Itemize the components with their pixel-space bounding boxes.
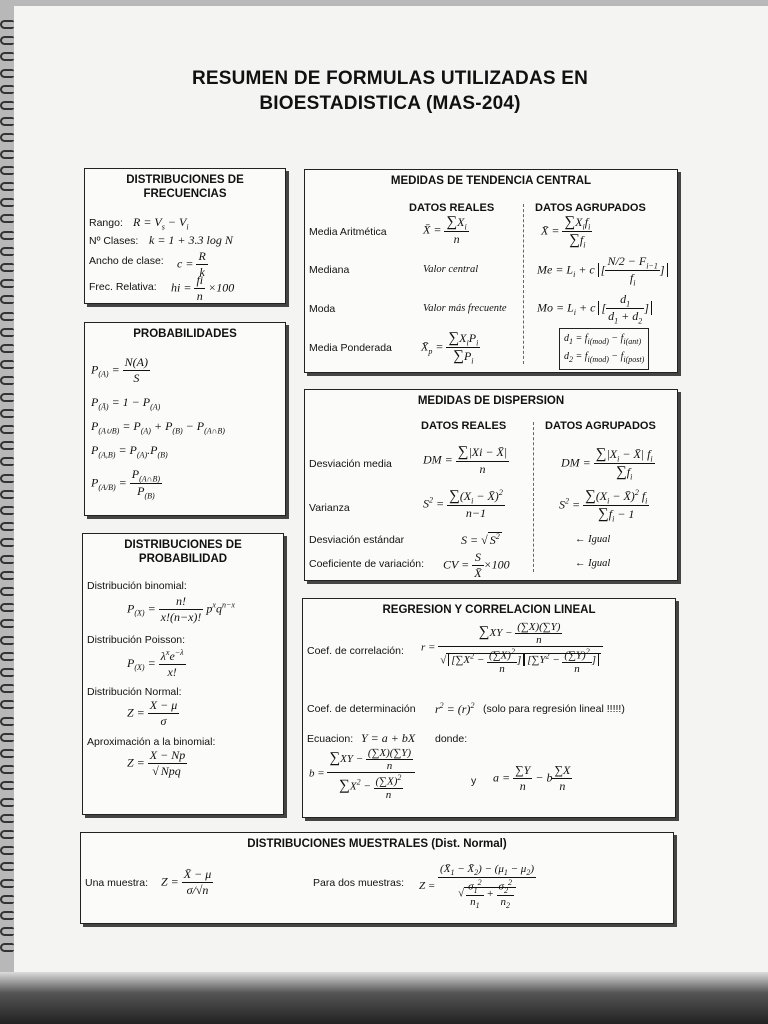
spiral-coil [0,279,14,288]
correlacion-formula: r = ∑XY − $\frac{(\sum X)(\sum Y)}{n}$ √ [$\sum X^2$ − $\frac{(\sum X)^2}{n}$ ] [$\sum Y^2$ − $\frac{(\sum Y)^2}{n}$ ] [421,621,603,675]
mediana-label: Mediana [309,264,350,276]
normal-label: Distribución Normal: [87,686,182,698]
spiral-coil [0,474,14,483]
column-divider [533,422,534,572]
desviacion-media-label: Desviación media [309,458,392,470]
spiral-coil [0,636,14,645]
mediana-agrupada-formula: $Me = L_i + c$ [ $\frac{N/2 - F_{i-1}}{f_i}$ ] [537,254,668,288]
desviacion-estandar-agrupada: ← Igual [575,534,611,545]
dos-muestras-formula: Z = ($X̄_1$ − $X̄_2) - (\mu_1 - \mu_2)$ √ $\frac{\sigma_1^2}{n_1}$ + $\frac{\sigma_2^2}{n_2}$ [419,863,534,911]
spiral-coil [0,457,14,466]
spiral-coil [0,409,14,418]
desviacion-estandar-label: Desviación estándar [309,534,405,546]
spiral-coil [0,522,14,531]
una-muestra-formula: Z = $\frac{X̄ - \mu}{\sigma/√n}$ [161,867,212,897]
spiral-binding [0,20,16,960]
muestrales-box [80,832,674,924]
spiral-coil [0,587,14,596]
desviacion-media-real: DM = $\frac{\sum|Xi - X̄|}{n}$ [423,444,508,476]
spiral-coil [0,717,14,726]
spiral-coil [0,312,14,321]
frecuencias-heading [85,173,285,201]
spiral-coil [0,538,14,547]
frecuencias-box [84,168,286,304]
binomial-formula: $P_{(X)}$ = $\frac{n!}{x!(n-x)!}$ $p^xq^{n-x}$ [127,594,235,624]
probabilidades-box [84,322,286,516]
tendencia-col-agrupados: DATOS AGRUPADOS [535,202,646,214]
spiral-coil [0,830,14,839]
spiral-coil [0,425,14,434]
spiral-coil [0,441,14,450]
d-definitions-box [559,328,649,370]
spiral-coil [0,798,14,807]
spiral-coil [0,749,14,758]
spiral-coil [0,344,14,353]
ecuacion-label: Ecuacion: [307,733,354,745]
coef-variacion-formula: CV = $\frac{S}{X̄}$ ×100 [443,550,510,580]
dist-probabilidad-box [82,533,284,815]
dist-probabilidad-heading-2: PROBABILIDAD [138,553,228,565]
regresion-heading: REGRESION Y CORRELACION LINEAL [382,604,596,616]
ancho-formula: c = $\frac{R}{k}$ [177,249,206,279]
spiral-coil [0,166,14,175]
ecuacion-formula: Y = a + bX [361,731,416,745]
media-ponderada-formula: $X̄_p$ = $\frac{\sum X_iP_i}{\sum P_i}$ [421,330,479,366]
clases-label: Nº Clases: [89,235,139,247]
spiral-coil [0,101,14,110]
varianza-agrupada: $S^2$ = $\frac{\sum(X_i - X̄)^2 f_i}{\sum f_i - 1}$ [559,488,648,524]
title-line-1: RESUMEN DE FORMULAS UTILIZADAS EN [191,68,589,89]
dispersion-col-agrupados: DATOS AGRUPADOS [545,420,656,432]
poisson-label: Distribución Poisson: [87,634,186,646]
determinacion-formula: $r^2 = (r)^2$ [435,701,475,716]
b-formula: b = ∑XY − $\frac{(\sum X)(\sum Y)}{n}$ $\sum X^2$ − $\frac{(\sum X)^2}{n}$ [309,747,415,801]
media-agrupada-formula: X̄ = $\frac{\sum X_if_i}{\sum f_i}$ [541,214,591,250]
frec-label: Frec. Relativa: [89,281,157,293]
spiral-coil [0,490,14,499]
varianza-real: $S^2$ = $\frac{\sum(X_i - X̄)^2}{n-1}$ [423,488,503,521]
aprox-label: Aproximación a la binomial: [87,736,216,748]
dos-muestras-label: Para dos muestras: [313,877,405,889]
a-formula: a = $\frac{\sum Y}{n}$ − b $\frac{\sum X}{n}$ [493,763,571,793]
determinacion-label: Coef. de determinación [307,703,416,715]
spiral-coil [0,555,14,564]
rango-label: Rango: [89,217,123,229]
normal-formula: Z = $\frac{X - \mu}{\sigma}$ [127,698,178,728]
binomial-label: Distribución binomial: [87,580,187,592]
spiral-coil [0,765,14,774]
spiral-coil [0,814,14,823]
spiral-coil [0,247,14,256]
dist-probabilidad-heading-1: DISTRIBUCIONES DE [124,539,242,551]
spiral-coil [0,150,14,159]
spiral-coil [0,879,14,888]
dispersion-heading: MEDIDAS DE DISPERSION [417,395,565,407]
spiral-coil [0,133,14,142]
prob-conditional-formula: $P_{(A/B)}$ = $\frac{P_{(A\cap B)}}{P_{(B)}}$ [91,467,161,501]
una-muestra-label: Una muestra: [85,877,149,889]
dispersion-col-reales: DATOS REALES [421,420,507,432]
spiral-coil [0,603,14,612]
muestrales-heading: DISTRIBUCIONES MUESTRALES (Dist. Normal) [247,838,507,850]
column-divider [523,204,524,364]
mediana-real: Valor central [423,264,479,275]
spiral-coil [0,182,14,191]
varianza-label: Varianza [309,502,350,514]
correlacion-label: Coef. de correlación: [307,645,404,657]
prob-union-formula: $P_{(A\cup B)} = P_{(A)} + P_{(B)} - P_{(A\cap B)}$ [91,419,225,436]
dispersion-box [304,389,678,581]
media-aritmetica-label: Media Aritmética [309,226,387,238]
donde-label: donde: [435,733,468,745]
coef-variacion-label: Coeficiente de variación: [309,558,424,570]
prob-complement-formula: $P_{(Ā)} = 1 - P_{(A)}$ [91,395,161,412]
spiral-coil [0,571,14,580]
spiral-coil [0,360,14,369]
spiral-coil [0,85,14,94]
spiral-coil [0,20,14,29]
spiral-coil [0,295,14,304]
desviacion-media-agrupada: DM = $\frac{\sum|X_i - X̄| f_i}{\sum f_i}$ [561,446,653,482]
coef-variacion-agrupada: ← Igual [575,558,611,569]
spiral-coil [0,846,14,855]
spiral-coil [0,943,14,952]
title-line-2: BIOESTADISTICA (MAS-204) [259,93,521,114]
spiral-coil [0,69,14,78]
spiral-coil [0,862,14,871]
spiral-coil [0,684,14,693]
spiral-coil [0,927,14,936]
spiral-coil [0,668,14,677]
d2-definition: $d_2 = f_{i(mod)} - f_{i(post)}$ [564,351,645,364]
spiral-coil [0,619,14,628]
media-ponderada-label: Media Ponderada [309,342,392,354]
spiral-coil [0,328,14,337]
spiral-coil [0,895,14,904]
spiral-coil [0,393,14,402]
tendencia-col-reales: DATOS REALES [409,202,495,214]
spiral-coil [0,506,14,515]
spiral-coil [0,198,14,207]
spiral-coil [0,231,14,240]
tendencia-heading: MEDIDAS DE TENDENCIA CENTRAL [390,175,592,187]
spiral-coil [0,911,14,920]
spiral-coil [0,781,14,790]
tendencia-box [304,169,678,373]
spiral-coil [0,52,14,61]
determinacion-note: (solo para regresión lineal !!!!!) [483,703,625,715]
y-word: y [471,775,477,787]
spiral-coil [0,376,14,385]
desviacion-estandar-formula: S = √ $S^2$ [461,532,500,547]
media-real-formula: X̄ = $\frac{\sum X_i}{n}$ [423,214,467,247]
moda-real: Valor más frecuente [423,303,507,314]
frec-formula: hi = $\frac{fi}{n}$ ×100 [171,273,235,303]
dist-probabilidad-heading [83,538,283,566]
regresion-box [302,598,676,818]
poisson-formula: $P_{(X)}$ = $\frac{\lambda^xe^{-\lambda}}{x!}$ [127,648,184,679]
ancho-label: Ancho de clase: [89,255,164,267]
moda-agrupada-formula: $Mo = L_i + c$ [ $\frac{d_1}{d_1 + d_2}$ ] [537,292,652,326]
spiral-coil [0,700,14,709]
spiral-coil [0,652,14,661]
frecuencias-heading-1: DISTRIBUCIONES DE [126,174,244,186]
spiral-coil [0,733,14,742]
prob-intersection-formula: $P_{(A,B)} = P_{(A)}.P_{(B)}$ [91,443,168,460]
page-bottom-edge [0,972,768,1024]
frecuencias-heading-2: FRECUENCIAS [143,188,227,200]
spiral-coil [0,36,14,45]
prob-a-formula: $P_{(A)}$ = $\frac{N(A)}{S}$ [91,355,148,385]
spiral-coil [0,214,14,223]
clases-formula: k = 1 + 3.3 log N [149,233,233,247]
probabilidades-heading: PROBABILIDADES [133,328,237,340]
document-title [90,66,690,116]
spiral-coil [0,117,14,126]
aprox-formula: Z = $\frac{X - Np}{\text{√ Npq}}$ [127,748,186,778]
moda-label: Moda [309,303,336,315]
d1-definition: $d_1 = f_{i(mod)} - f_{i(ant)}$ [564,333,642,346]
rango-formula: $R = V_s - V_i$ [133,215,189,232]
spiral-coil [0,263,14,272]
